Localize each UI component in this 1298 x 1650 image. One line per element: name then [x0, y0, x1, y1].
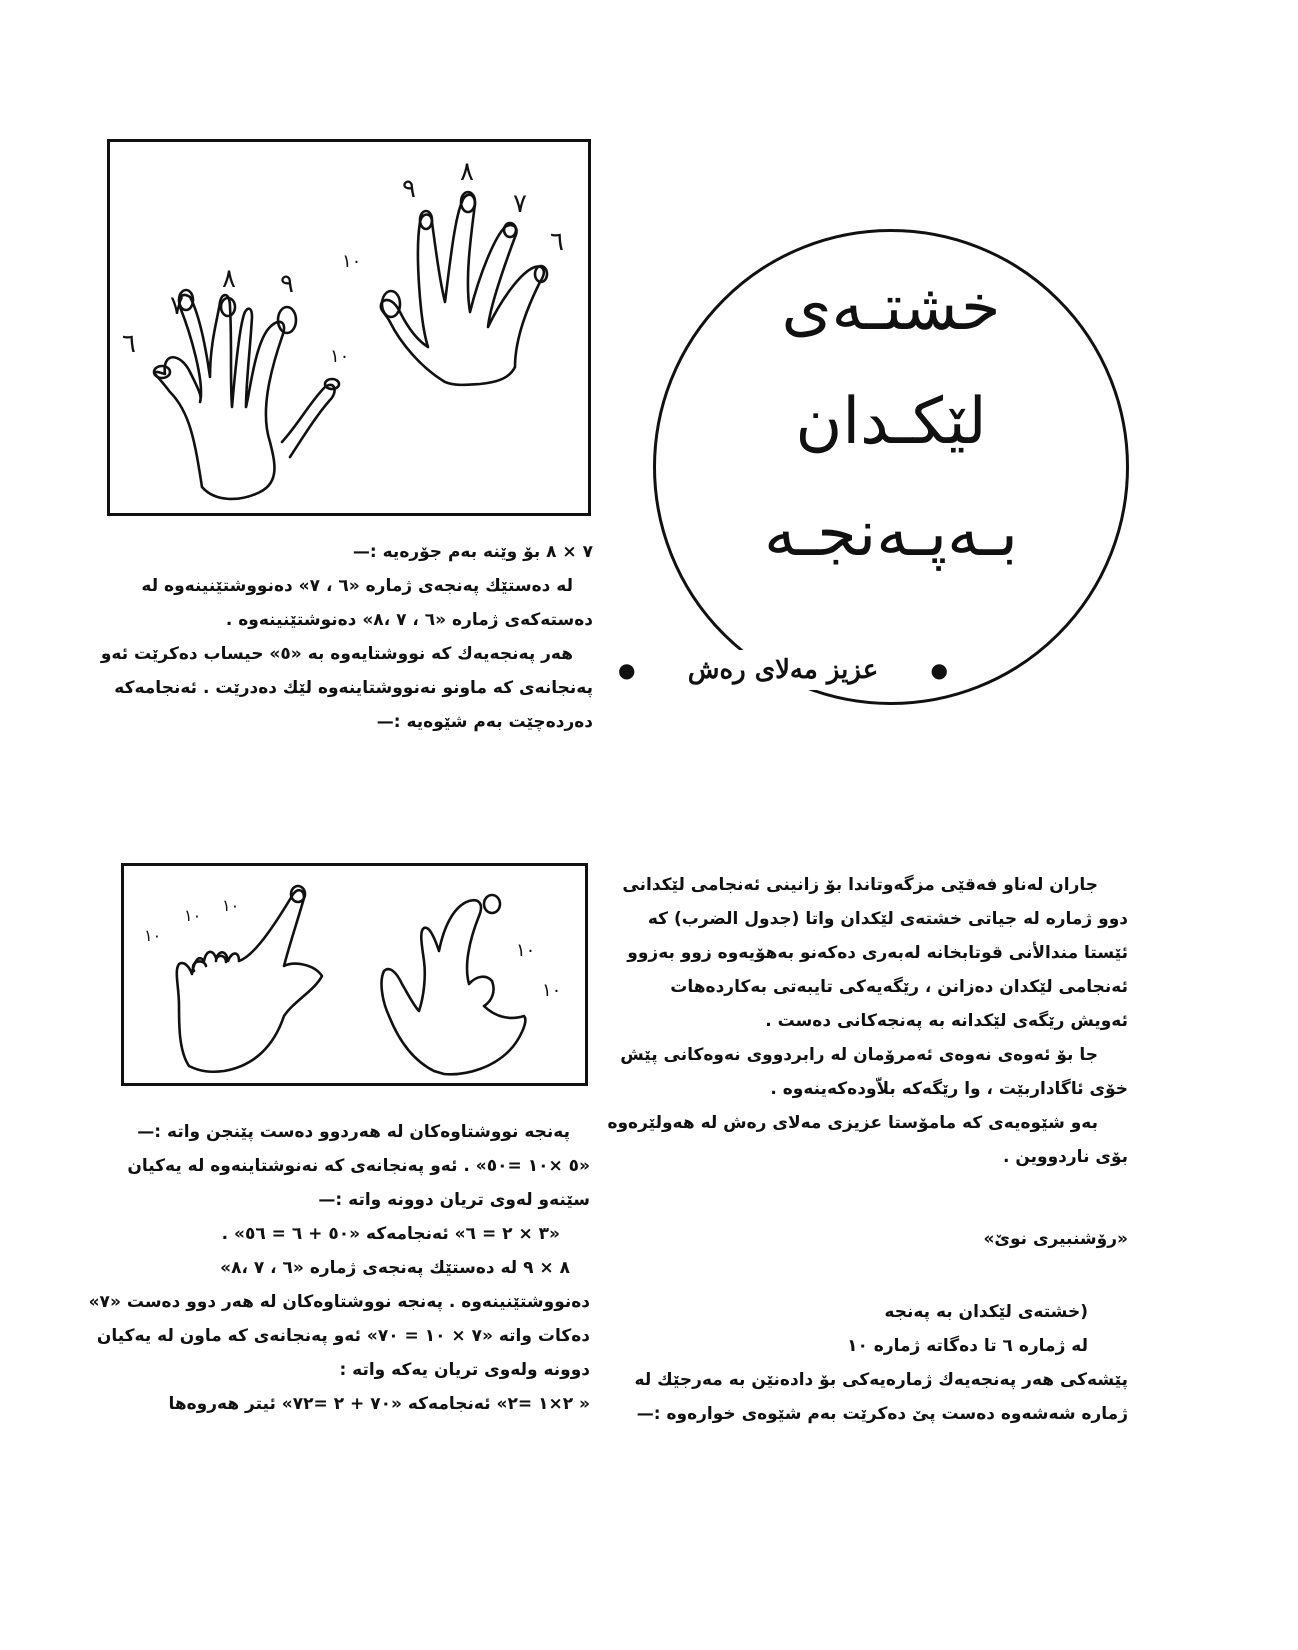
text-line: ئەنجامی لێکدان دەزانن ، رێگەیەکی تایبەتی بەکاردەهات: [670, 977, 1128, 997]
text-line: «٥ ×١٠ =٥٠» . ئەو پەنجانەی کە نەنوشتاینەوە لە یەکیان: [127, 1156, 590, 1176]
fig1-label: ٦: [122, 329, 136, 359]
fig1-label: ٩: [280, 269, 294, 299]
left-top-text: [100, 535, 593, 739]
author-name: عزیز مەلای رەش: [687, 655, 879, 685]
text-line: ئەویش رێگەی لێکدانە بە پەنجەکانی دەست .: [765, 1011, 1128, 1031]
bullet-icon: ●: [930, 658, 948, 682]
text-line: سێنەو لەوی تریان دوونە واتە :—: [318, 1190, 590, 1210]
title-line-1: خشتـەی: [781, 271, 1001, 345]
title-circle: [653, 229, 1129, 705]
text-line: بەو شێوەیەی کە مامۆستا عزیزی مەلای رەش لە هەولێرەوە: [607, 1113, 1098, 1133]
figure-hands-top: [107, 139, 591, 516]
bullet-icon: ●: [618, 658, 636, 682]
text-line: خۆی ئاگاداربێت ، وا رێگەکە بلاّودەکەینەوە .: [770, 1079, 1128, 1099]
hands-illustration-2: [124, 866, 585, 1083]
text-line: ٧ × ٨ بۆ وێنە بەم جۆرەیە :—: [352, 542, 593, 562]
right-hand-nail-1: [382, 291, 400, 317]
text-line: ٨ × ٩ لە دەستێك پەنجەی ژمارە «٦ ، ٧ ،٨»: [220, 1258, 570, 1278]
fig1-label: ٧: [513, 189, 527, 219]
text-line: دەستەکەی ژمارە «٦ ، ٧ ،٨» دەنوشتێنینەوە .: [225, 610, 593, 630]
source-credit: «رۆشنبیری نوێ»: [983, 1229, 1128, 1249]
text-line: « ٢×١ =٢» ئەنجامەکە «٧٠ + ٢ =٧٢» ئیتر هەروەها: [168, 1394, 590, 1414]
fig1-label: ٧: [170, 291, 184, 321]
text-line: پێشەکی هەر پەنجەیەك ژمارەیەکی بۆ دادەنێن بە مەرجێك لە: [634, 1370, 1128, 1390]
text-line: بۆی ناردووین .: [1002, 1147, 1128, 1167]
text-line: دەردەچێت بەم شێوەیە :—: [376, 712, 593, 732]
text-line: جا بۆ ئەوەی نەوەی ئەمرۆمان لە رابردووی نەوەکانی پێش: [620, 1045, 1098, 1065]
fig2-label: ١٠: [144, 926, 162, 945]
left-hand-nail-3: [221, 298, 235, 316]
right-intro-text: [607, 868, 1128, 1174]
figure-hands-bottom: [121, 863, 588, 1086]
fig1-label: ٦: [550, 227, 564, 257]
fig2-label: ١٠: [184, 906, 202, 925]
text-line: پەنجانەی کە ماونو نەنووشتاینەوە لێك دەدرێت . ئەنجامەکە: [114, 678, 593, 698]
text-line: دەکات واتە «٧ × ١٠ = ٧٠» ئەو پەنجانەی کە ماون لە یەکیان: [96, 1326, 590, 1346]
author-line: [618, 650, 948, 690]
text-line: ژمارە شەشەوە دەست پێ دەکرێت بەم شێوەی خوارەوە :—: [636, 1404, 1128, 1424]
fig1-label: ٨: [460, 157, 474, 187]
text-line: لە دەستێك پەنجەی ژمارە «٦ ، ٧» دەنووشتێنینەوە لە: [141, 576, 573, 596]
text-line: دەنووشتێنینەوە . پەنجە نووشتاوەکان لە هەر دوو دەست «٧»: [88, 1292, 590, 1312]
right-hand-outline: [382, 900, 526, 1074]
fig1-label: ٩: [402, 174, 416, 204]
right-bottom-text: [634, 1295, 1128, 1431]
text-line: (خشتەی لێکدان بە پەنجە: [884, 1302, 1088, 1322]
hands-illustration-1: [110, 142, 588, 513]
text-line: دوو ژمارە لە جیاتی خشتەی لێکدان واتا (جدول الضرب) کە: [647, 909, 1128, 929]
fig2-label: ١٠: [542, 980, 562, 1001]
fig1-label: ٨: [222, 264, 236, 294]
fig2-label: ١٠: [516, 940, 536, 961]
left-hand-thumb: [282, 385, 335, 457]
text-line: دوونە ولەوی تریان یەکە واتە :: [339, 1360, 590, 1380]
left-bottom-text: [88, 1115, 590, 1421]
right-hand-nail: [484, 895, 500, 913]
text-line: ئێستا مندالأنی قوتابخانە لەبەری دەکەنو بەهۆیەوە زوو بەزوو: [627, 943, 1128, 963]
left-hand-outline: [154, 295, 284, 499]
fig1-label: ١٠: [342, 251, 362, 272]
text-line: لە ژمارە ٦ تا دەگاتە ژمارە ١٠: [847, 1336, 1088, 1356]
right-hand-outline: [381, 195, 544, 385]
text-line: هەر پەنجەیەك کە نووشتایەوە بە «٥» حیساب دەکرێت ئەو: [100, 644, 573, 664]
fig1-label: ١٠: [330, 346, 350, 367]
text-line: «٣ × ٢ = ٦» ئەنجامەکە «٥٠ + ٦ = ٥٦» .: [221, 1224, 560, 1244]
fig2-label: ١٠: [222, 896, 240, 915]
left-hand-nail-4: [278, 307, 296, 333]
text-line: پەنجە نووشتاوەکان لە هەردوو دەست پێنجن واتە :—: [137, 1122, 570, 1142]
title-line-3: بـەپـەنجـە: [764, 497, 1018, 571]
title-line-2: لێکـدان: [795, 385, 987, 459]
text-line: جاران لەناو فەقێی مزگەوتاندا بۆ زانینی ئەنجامی لێکدانی: [622, 875, 1098, 895]
